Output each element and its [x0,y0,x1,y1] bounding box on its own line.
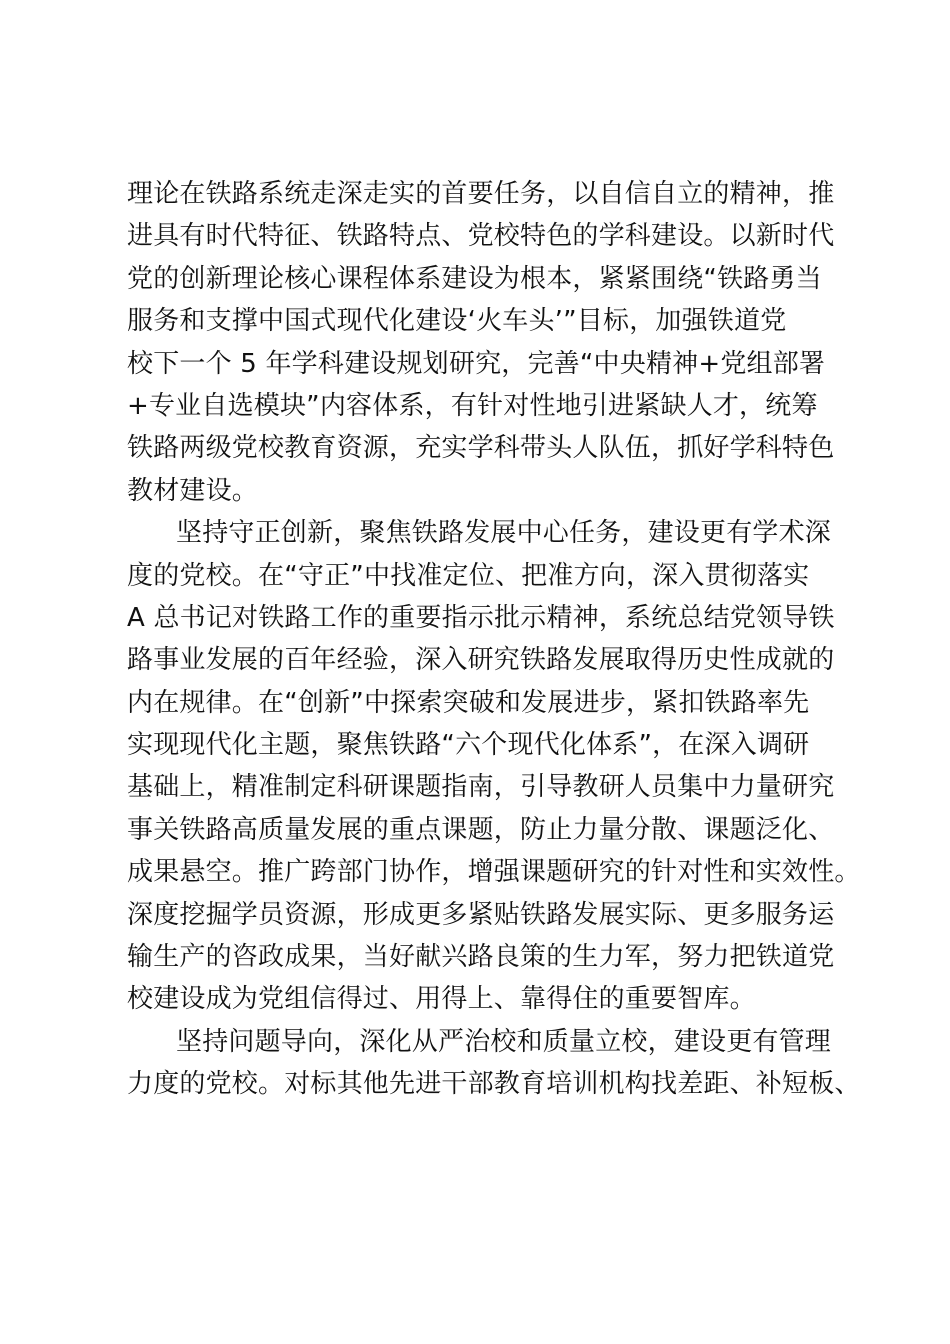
text-line: 党的创新理论核心课程体系建设为根本，紧紧围绕“铁路勇当 [127,263,822,294]
text-line: 理论在铁路系统走深走实的首要任务，以自信自立的精神，推 [127,179,835,209]
text-line: 事关铁路高质量发展的重点课题，防止力量分散、课题泛化、 [127,814,835,845]
text-line: 教材建设。 [127,475,259,506]
text-line: +专业自选模块”内容体系，有针对性地引进紧缺人才，统筹 [127,390,818,421]
paragraph-first-line: 坚持守正创新，聚焦铁路发展中心任务，建设更有学术深 [176,518,832,549]
text-line: 铁路两级党校教育资源，充实学科带头人队伍，抓好学科特色 [127,433,835,464]
text-line: 输生产的咨政成果，当好献兴路良策的生力军，努力把铁道党 [127,942,835,973]
text-line: 基础上，精准制定科研课题指南，引导教研人员集中力量研究 [127,772,835,803]
text-line: 实现现代化主题，聚焦铁路“六个现代化体系”，在深入调研 [127,730,810,761]
text-line: 度的党校。在“守正”中找准定位、把准方向，深入贯彻落实 [127,560,810,591]
text-line: 进具有时代特征、铁路特点、党校特色的学科建设。以新时代 [127,221,835,252]
text-line: 校下一个 5 年学科建设规划研究，完善“中央精神+党组部署 [127,348,826,379]
text-line: 校建设成为党组信得过、用得上、靠得住的重要智库。 [127,984,756,1015]
paragraph-first-line: 坚持问题导向，深化从严治校和质量立校，建设更有管理 [176,1026,832,1057]
text-line: 深度挖掘学员资源，形成更多紧贴铁路发展实际、更多服务运 [127,899,835,930]
text-line: 路事业发展的百年经验，深入研究铁路发展取得历史性成就的 [127,645,835,676]
body-text [127,173,861,1106]
text-line: A 总书记对铁路工作的重要指示批示精神，系统总结党领导铁 [127,602,835,633]
text-line: 成果悬空。推广跨部门协作，增强课题研究的针对性和实效性。 [127,857,861,888]
text-line: 服务和支撑中国式现代化建设‘火车头’”目标，加强铁道党 [127,306,787,337]
text-line: 力度的党校。对标其他先进干部教育培训机构找差距、补短板、 [127,1069,861,1100]
text-line: 内在规律。在“创新”中探索突破和发展进步，紧扣铁路率先 [127,687,810,718]
